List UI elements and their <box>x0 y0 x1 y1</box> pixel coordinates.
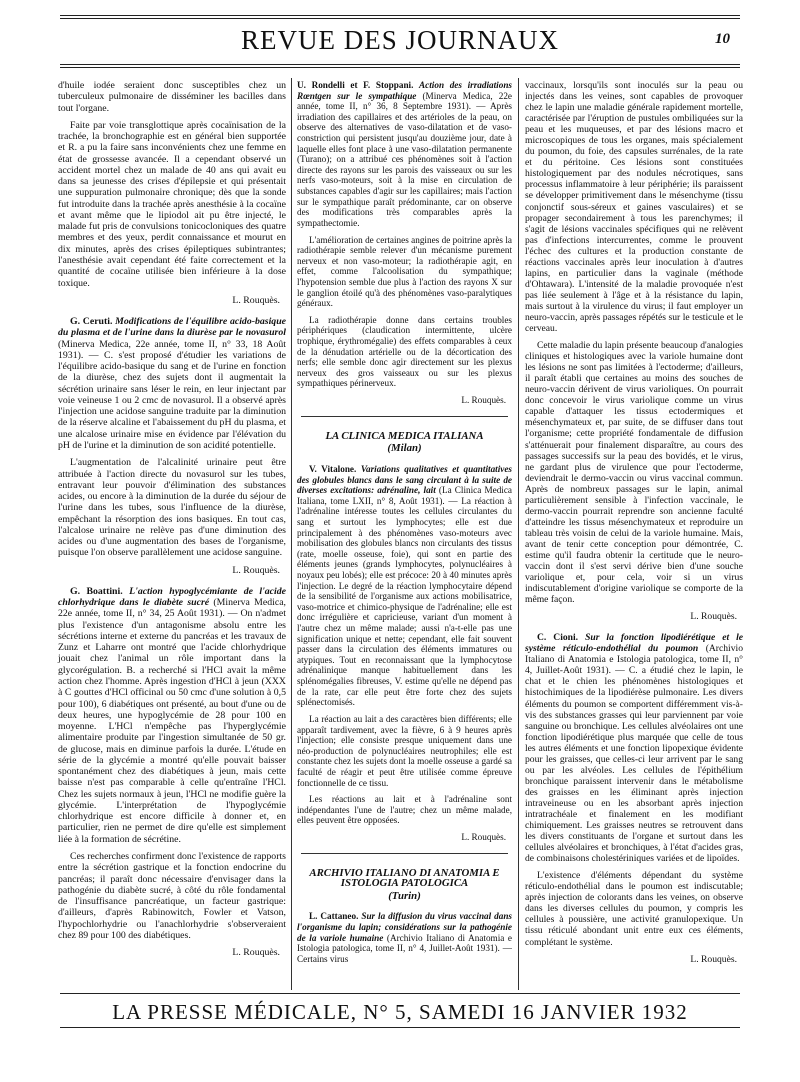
page-title: REVUE DES JOURNAUX <box>240 25 559 55</box>
article-author: G. Ceruti. <box>70 316 113 328</box>
signature: L. Rouquès. <box>232 564 280 576</box>
article-title: Action des irradiations Rœntgen sur le sympathique <box>297 80 513 101</box>
header-rule-bottom-2 <box>60 67 740 68</box>
article-title: Sur la diffusion du virus vaccinal dans l'organisme du lapin; considérations sur la pathogénie de la variole humaine <box>297 911 513 943</box>
section-city: (Turin) <box>388 889 421 902</box>
article-title: Sur la fonction lipodiérétique et le système réticulo-endothélial du poumon <box>525 632 743 655</box>
signature: L. Rouquès. <box>690 953 737 965</box>
paragraph: d'huile iodée seraient donc susceptibles chez un tuberculeux pulmonaire de disséminer les bacilles dans tout l'organe. <box>58 80 286 114</box>
footer-rule-bottom <box>60 1027 740 1028</box>
signature: L. Rouquès. <box>461 832 506 842</box>
paragraph: La radiothérapie donne dans certains troubles périphériques (claudication intermittente, ulcère trophique, érythromégalie) des effets comparables à ceux de la dénudation artérielle ou de la décortication des nerfs; elle semble donc agir directement sur les plexus nerveux des gros vaisseaux ou sur les plexus sympathiques périnerveux. <box>297 314 512 389</box>
section-heading: LA CLINICA MEDICA ITALIANA <box>325 429 484 442</box>
signature: L. Rouquès. <box>461 395 506 406</box>
signature: L. Rouquès. <box>690 611 737 623</box>
column-1 <box>58 80 286 968</box>
paragraph: Ces recherches confirment donc l'existence de rapports entre la sécrétion gastrique et la fonction endocrine du pancréas; il paraît donc nécessaire d'envisager dans la pathogénie du diabète sucré, à côté du rôle fondamental de l'insuffisance pancréatique, un facteur gastrique: d'ailleurs, d'après Rabinowitch, Fowler et Vatson, l'hypochlorhydrie ou l'anachlorhydrie s'observeraient chez 89 pour 100 des diabétiques. <box>58 851 286 941</box>
footer-rule <box>60 993 740 994</box>
column-divider-2 <box>518 78 519 990</box>
article-author: L. Cattaneo. <box>309 911 359 922</box>
article-rondelli <box>297 80 512 229</box>
column-3 <box>525 80 743 975</box>
paragraph: L'augmentation de l'alcalinité urinaire peut être attribuée à l'action directe du novasurol sur les tubes, entravant leur pouvoir d'élimination des substances acides, ou encore à la diminution de la durée du séjour de l'urine dans les tubes, sous l'influence de la diurèse, empêchant la résorption des ions basiques. En tout cas, l'alcalose urinaire ne relève pas d'une diminution des acides ou d'une augmentation des bases de l'organisme, puisque l'on observe parallèlement une acidose sanguine. <box>58 457 286 559</box>
paragraph: L'amélioration de certaines angines de poitrine après la radiothérapie semble relever d'un mécanisme purement nerveux et non vaso-moteur; la radiothérapie agit, en effet, comme l'alcoolisation du sympathique; l'hypotension semble due plus à l'action des rayons X sur le ganglion étoilé qu'à des phénomènes vaso-paralytiques généraux. <box>297 234 512 309</box>
article-author: G. Boattini. <box>70 585 123 597</box>
section-heading: ARCHIVIO ITALIANO DI ANATOMIA E ISTOLOGIA PATOLOGICA <box>309 866 500 890</box>
signature: L. Rouquès. <box>232 947 280 959</box>
column-2 <box>297 80 512 970</box>
article-cioni <box>525 632 743 864</box>
article-body: (Minerva Medica, 22e année, tome II, n° 33, 18 Août 1931). — C. s'est proposé d'étudier les variations de l'équilibre acido-basique du sang et de l'urine en fonction de la diurèse, chez des sujets dont il augmentait la sécrétion urinaire sans léser le rein, en leur injectant par voie veineuse 1 ou 2 cmc de novasurol. Il a observé après l'injection une acidose sanguine traduite par la diminution de la réserve alcaline et l'abaissement du pH du plasma, et une alcalose urinaire mise en évidence par l'élévation du pH de l'urine et la diminution de son acidité potentielle. <box>58 338 286 451</box>
header-rule-top <box>60 15 740 16</box>
paragraph: Cette maladie du lapin présente beaucoup d'analogies cliniques et histologiques avec la variole humaine dont les lésions ne sont pas limitées à l'ectoderme; d'ailleurs, il paraît établi que certaines au moins des souches de neuro-vaccin dérivent de virus varioliques. On pourrait donc concevoir le virus variolique comme un virus capable d'attaquer les tissus ectodermiques et mésenchymateux et, par suite, de se diffuser dans tout l'organisme; cette propriété fondamentale de diffusion s'atténuerait pour finalement disparaître, au cours des passages successifs sur la peau des bovidés, et le virus, ne gardant plus de virulence que pour l'ectoderme, deviendrait le dermo-vaccin ou virus vaccinal commun. Après de nombreux passages sur le lapin, animal particulièrement sensible à l'infection vaccinale, le dermo-vaccin pourrait reprendre son ancienne faculté d'atteindre les tissus mésenchymateux et reproduire un tableau très voisin de celui de la variole humaine. Mais, avant de tenir cette conception pour démontrée, C. estime qu'il faudra obtenir la certitude que le neuro-vaccin dont il s'est servi dérive bien d'une souche variolique et, pour cela, voir si un virus indiscutablement d'origine variolique se comporte de la même façon. <box>525 340 743 606</box>
section-city: (Milan) <box>387 442 422 455</box>
article-body: (Minerva Medica, 22e année, tome II, n° 36, 8 Septembre 1931). — Après irradiation des capillaires et des artérioles de la peau, on observe des alternatives de vaso-dilatation et de vaso-constriction qui persistent jusqu'au douzième jour, date à laquelle elles font place à une vaso-dilatation permanente (Turano); on a attribué ces phénomènes soit à l'action directe des rayons sur les parois des vaisseaux ou sur les nerfs vaso-moteurs, soit à la mise en circulation de substances capables d'agir sur les capillaires; mais l'action sur le sympathique paraît prédominante, car on observe des modifications très comparables après la sympathectomie. <box>297 90 512 228</box>
paragraph: L'existence d'éléments dépendant du système réticulo-endothélial dans le poumon est indiscutable; après injection de colorants dans les veines, on observe dans les diverses cellules du poumon, y compris les cellules à poussière, une activité granulopexique. Un tissu réticulé abondant unit entre eux ces éléments, complétant le système. <box>525 870 743 948</box>
page-number: 10 <box>715 31 730 47</box>
column-divider-1 <box>291 78 292 990</box>
paragraph: vaccinaux, lorsqu'ils sont inoculés sur la peau ou injectés dans les veines, sont capables de provoquer chez le lapin une maladie générale rapidement mortelle, caractérisée par l'éruption de pustules ombiliquées sur la peau et les muqueuses, et par des lésions macro et microscopiques de tous les organes, mais spécialement du poumon, du foie, des capsules surrénales, de la rate et du péritoine. Ces lésions sont constituées histologiquement par des nodules nécrotiques, sans processus inflammatoire à leur périphérie; ils paraissent se développer primitivement dans le mésenchyme (tissu conjonctif sous-séreux et gaines vasculaires) et se propager secondairement à tous les parenchymes; il s'agit de lésions vaccinales spécifiques qui ne relèvent pas d'infections intercurrentes, comme le prouvent l'échec des cultures et la production constante de réactions vaccinales après leur inoculation à d'autres lapins, en particulier dans la vaginale (méthode d'Ohtawara). L'intensité de la maladie provoquée n'est pas liée seulement à l'âge et à la résistance du lapin, mais surtout à la virulence du virus; il faut employer un neuro-vaccin, après passages répétés sur le testicule et le cerveau. <box>525 80 743 335</box>
signature: L. Rouquès. <box>232 294 280 306</box>
article-vitalone <box>297 464 512 708</box>
article-boattini <box>58 586 286 845</box>
article-title: L'action hypoglycémiante de l'acide chlorhydrique dans le diabète sucré <box>58 585 287 609</box>
article-author: V. Vitalone. <box>309 463 357 474</box>
header-rule-top-2 <box>60 18 740 19</box>
section-rule <box>301 416 508 417</box>
article-author: U. Rondelli et F. Stoppani. <box>297 80 414 90</box>
article-cattaneo <box>297 911 512 964</box>
article-title: Modifications de l'équilibre acido-basique du plasma et de l'urine dans la diurèse par le novasurol <box>58 316 287 339</box>
article-body: (Minerva Medica, 22e année, tome II, n° 34, 25 Août 1931). — On n'admet plus l'existence d'un antagonisme absolu entre les sécrétions interne et externe du pancréas et les travaux de Zunz et Laharre ont montré que l'acide chlorhydrique jouait chez l'animal un rôle important dans la glycorégulation. B. a recherché si l'HCl avait la même action chez l'homme. Après ingestion d'HCl à jeun (XXX à C gouttes d'HCl officinal ou 50 cmc d'une solution à 0,5 pour 100), 6 diabétiques ont présenté, au bout d'une ou de deux heures, une hypoglycémie de 28 pour 100 en moyenne. L'HCl n'empêche pas l'hyperglycémie alimentaire produite par l'ingestion simultanée de 50 gr. de glucose, mais en diminue parfois la durée. L'étude en série de la glycémie a montré qu'elle pouvait baisser spontanément chez des diabétiques à jeun, mais cette baisse n'est pas comparable à celle qu'entraîne l'HCl. Chez les sujets normaux à jeun, l'HCl ne modifie guère la glycémie. L'interprétation de l'hypoglycémie chlorhydrique est encore difficile à donner et, en particulier, rien ne permet de dire qu'elle est simplement liée à la formation de sécrétine. <box>58 597 287 845</box>
article-title: Variations qualitatives et quantitatives des globules blancs dans le sang circulant à la suite de diverses excitations: adrénaline, lait <box>297 463 512 496</box>
article-author: C. Cioni. <box>537 632 579 644</box>
header-rule-bottom <box>60 64 740 65</box>
article-body: (Archivio Italiano di Anatomia e Istologia patologica, tome II, n° 4, Juillet-Août 1931). — Certains virus <box>297 932 512 964</box>
paragraph: Les réactions au lait et à l'adrénaline sont indépendantes l'une de l'autre; chez un même malade, elles peuvent être opposées. <box>297 794 512 826</box>
article-body: (Archivio Italiano di Anatomia e Istologia patologica, tome II, n° 4, Juillet-Août 1931). — C. a étudié chez le lapin, le chat et le chien les phénomènes histologiques et histochimiques de la lipodiérèse pulmonaire. Les divers éléments du poumon se comportent différemment vis-à-vis des substances grasses qui leur parviennent par voie sanguine ou bronchique. Les cellules alvéolaires ont une fonction lipodiérétique plus marquée que celle de tous les autres éléments et une fonction lipopexique évidente pour les graisses, que celles-ci leur arrivent par le sang ou par les alvéoles. Les cellules de l'épithélium bronchique paraissent intervenir dans le métabolisme des graisses en les éliminant après injection intraveineuse ou en les absorbant après injection intratrachéale et finalement en les modifiant chimiquement. Les graisses neutres se retrouvent dans les divers constituants de l'organe et surtout dans les cellules alvéolaires et bronchiques, à l'état d'acides gras, de combinaisons cholestériniques variées et de lipoïdes. <box>525 643 743 865</box>
paragraph: Faite par voie transglottique après cocaïnisation de la trachée, la bronchographie est en général bien supportée et R. a pu la faire sans inconvénients chez une femme en état de grossesse avancée. Il a cependant observé un accident mortel chez un malade de 40 ans qui avait eu dans sa jeunesse des crises d'épilepsie et qui présentait une suppuration pulmonaire chronique; dès que la sonde fut introduite dans la trachée après anesthésie à la cocaïne et avant même que le lipiodol ait pu être injecté, le malade fut pris de convulsions tonicocloniques des quatre membres et des yeux, perdit connaissance et mourut en dix minutes, après des crises épileptiques subintrantes; l'anesthésie avait cependant été faite correctement et la quantité de cocaïne utilisée bien inférieure à la dose toxique. <box>58 119 286 289</box>
article-body: (La Clinica Medica Italiana, tome LXII, n° 8, Août 1931). — La réaction à l'adrénaline intéresse toutes les cellules circulantes du sang et surtout les lymphocytes; elle est due principalement à des phénomènes vaso-moteurs avec mobilisation des globules blancs non circulants des tissus (rate, moelle osseuse, foie), qui sont en partie des éléments jeunes (grands lymphocytes, polynucléaires à noyaux peu lobés); elle est précoce: 20 à 40 minutes après l'injection. Le degré de la réaction lymphocytaire dépend de la sensibilité de l'organisme aux actions mobilisatrice, vaso-motrice et chimico-physique de l'adrénaline; elle est donc irrégulière et capricieuse, variant d'un moment à l'autre chez un même malade; aussi n'a-t-elle pas une signification unique et nette; cependant, elle fait souvent passer dans la circulation des éléments immatures ou atypiques. Tout en reconnaissant que la lymphocytose adrénalinique manque habituellement dans les splénomégalies fibreuses, V. estime qu'elle ne dépend pas de la rate, car elle peut être forte chez des sujets splénectomisés. <box>297 485 513 708</box>
article-ceruti <box>58 316 286 451</box>
section-rule <box>301 853 508 854</box>
paragraph: La réaction au lait a des caractères bien différents; elle apparaît tardivement, avec la fièvre, 6 à 9 heures après l'injection; elle consiste presque uniquement dans une néo-production de polynucléaires neutrophiles; elle est constante chez les sujets dont la moelle osseuse a gardé sa faculté de réagir et peut être utilisée comme épreuve fonctionnelle de ce tissu. <box>297 713 512 788</box>
footer-masthead: LA PRESSE MÉDICALE, N° 5, SAMEDI 16 JANVIER 1932 <box>112 1000 688 1024</box>
